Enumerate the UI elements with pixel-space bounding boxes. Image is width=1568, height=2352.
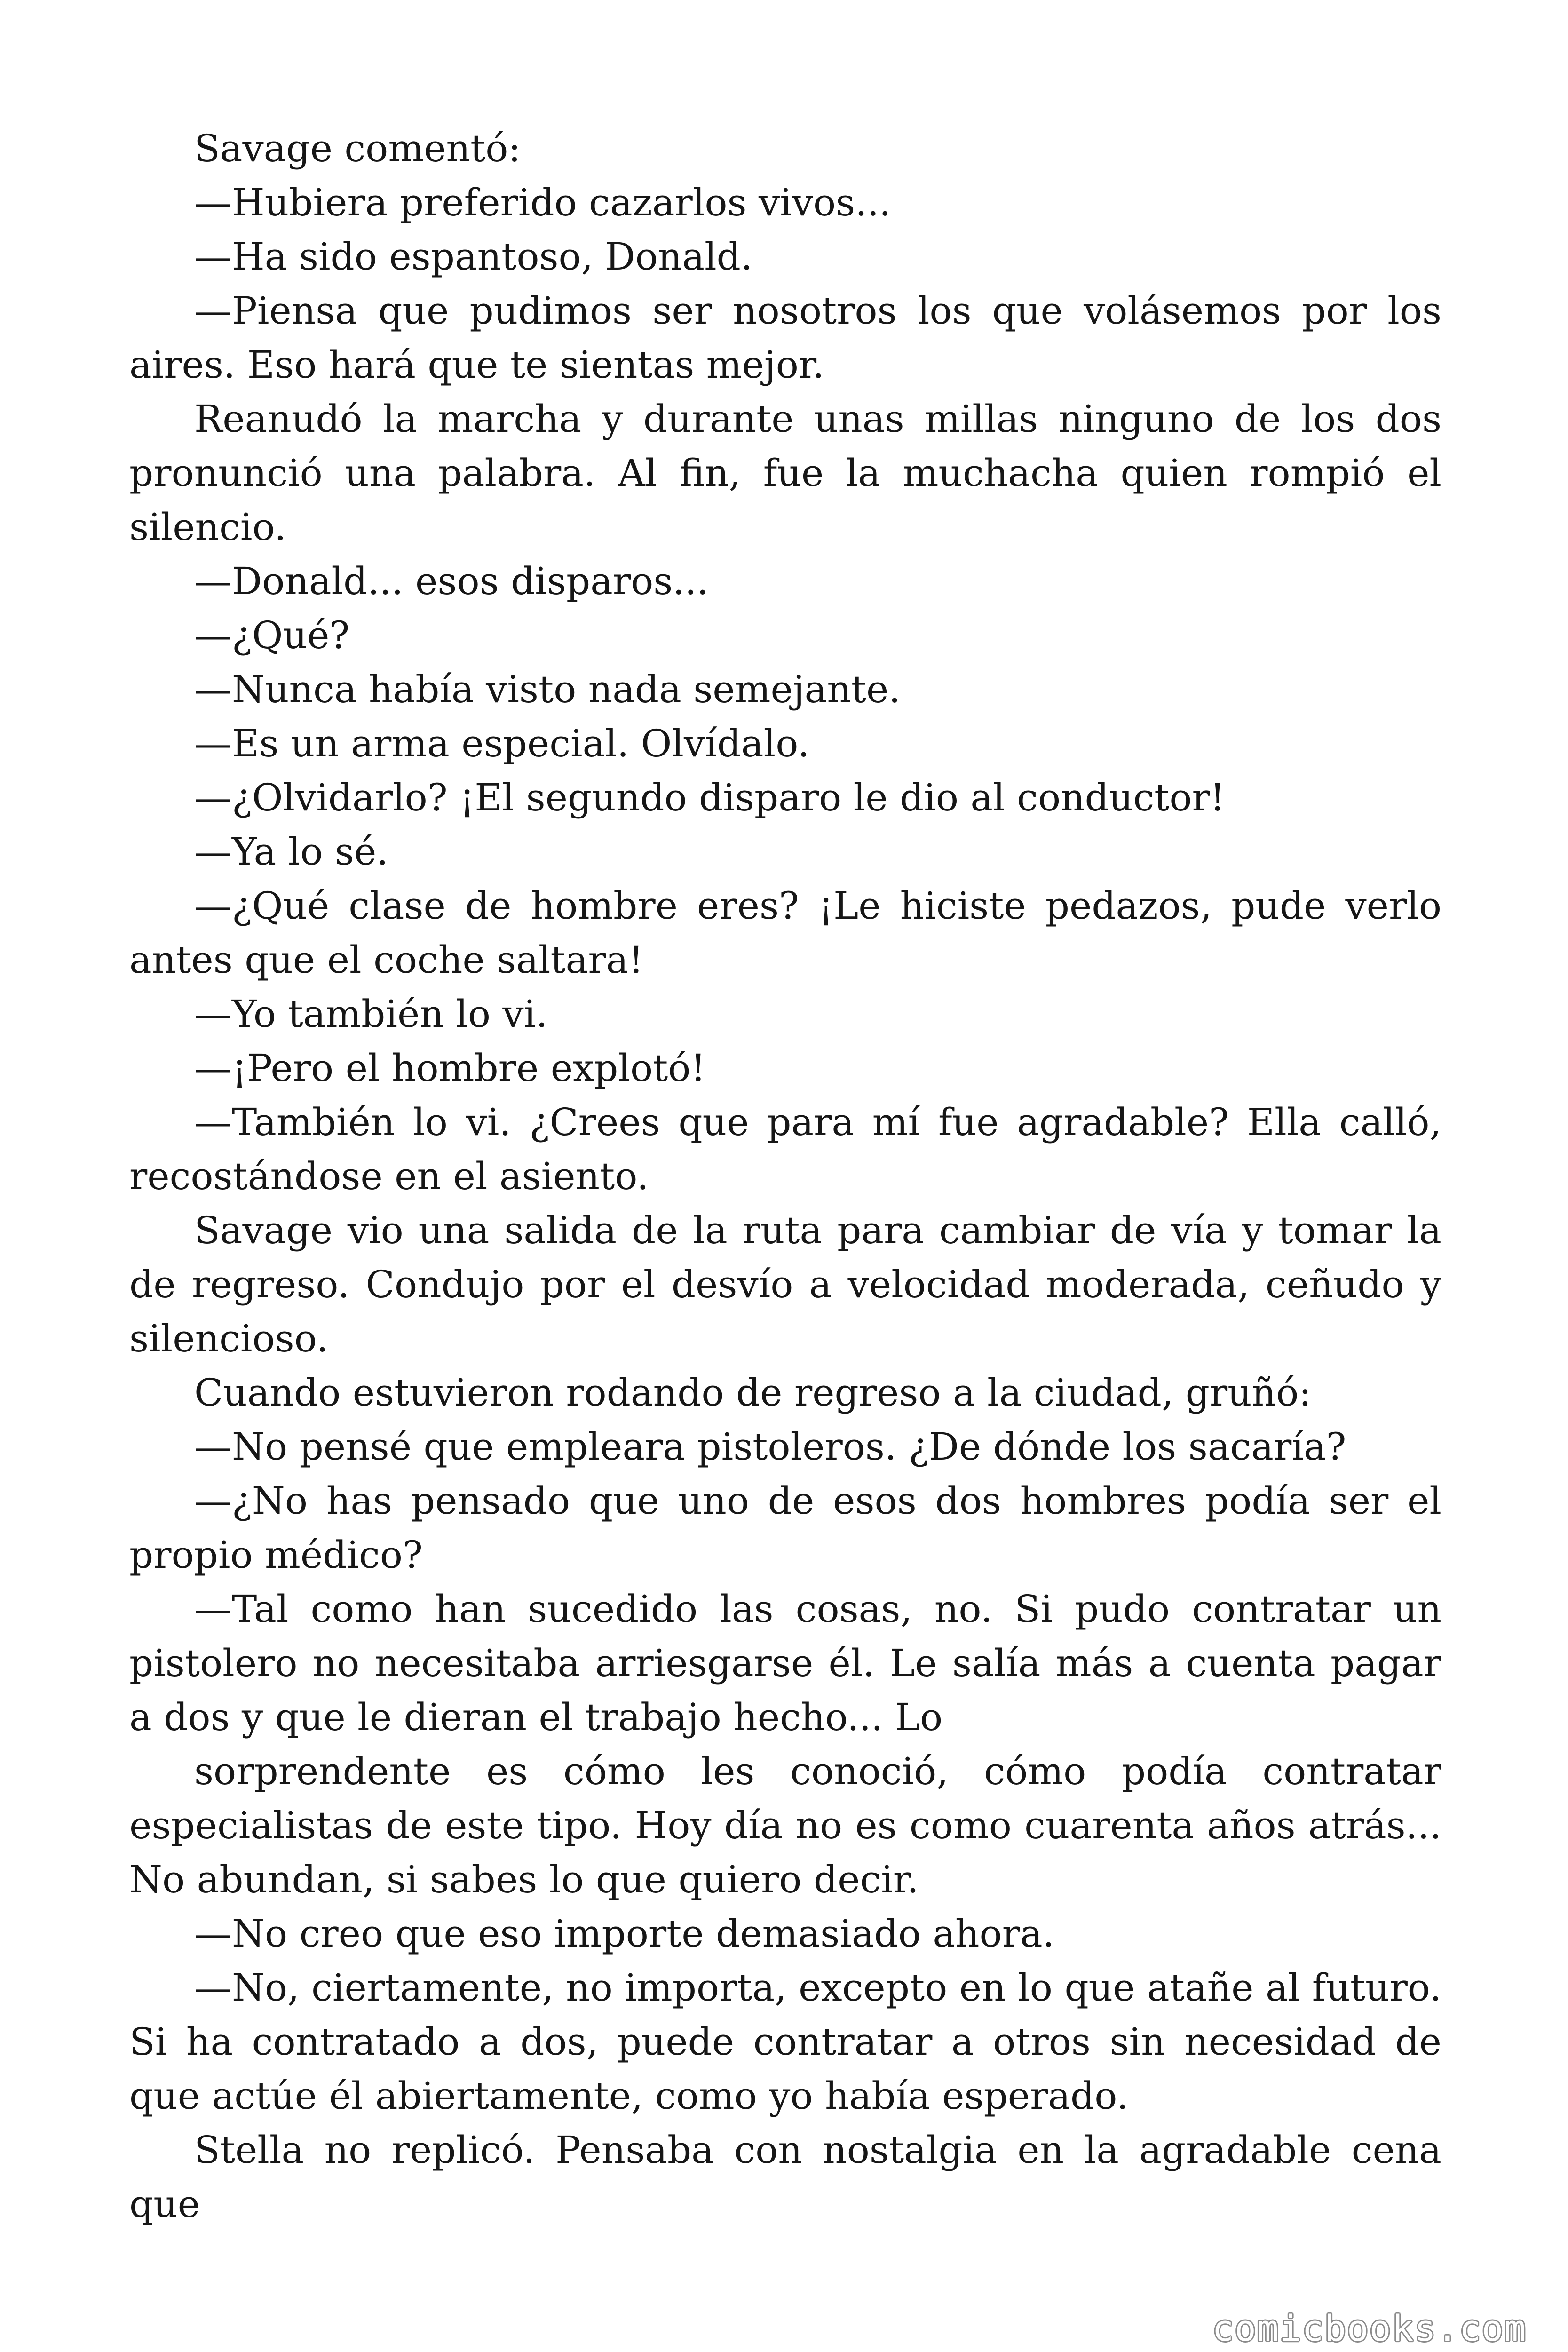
paragraph: Savage comentó: [194,127,521,170]
paragraph: —Donald... esos disparos... [194,559,709,603]
paragraph: Reanudó la marcha y durante unas millas ninguno de los dos pronunció una palabra. Al fin, fue la muchacha quien rompió el silencio. [129,397,1441,549]
paragraph: —Nunca había visto nada semejante. [194,667,901,711]
paragraph: —Tal como han sucedido las cosas, no. Si pudo contratar un pistolero no necesitaba arriesgarse él. Le salía más a cuenta pagar a dos y que le dieran el trabajo hecho... Lo [129,1587,1441,1739]
paragraph: —Hubiera preferido cazarlos vivos... [194,181,891,224]
paragraph: sorprendente es cómo les conoció, cómo podía contratar especialistas de este tipo. Hoy día no es como cuarenta años atrás... No abundan, si sabes lo que quiero decir. [129,1749,1441,1901]
paragraph: —No creo que eso importe demasiado ahora. [194,1912,1055,1955]
site-watermark: comicbooks.com [1212,2307,1527,2349]
body-text [129,121,1441,2231]
paragraph: —Yo también lo vi. [194,992,548,1036]
paragraph: Stella no replicó. Pensaba con nostalgia en la agradable cena que [129,2128,1441,2226]
paragraph: —¡Pero el hombre explotó! [194,1046,706,1090]
paragraph: —Piensa que pudimos ser nosotros los que volásemos por los aires. Eso hará que te sientas mejor. [129,289,1441,387]
paragraph: —También lo vi. ¿Crees que para mí fue agradable? Ella calló, recostándose en el asiento. [129,1100,1441,1198]
paragraph: —¿No has pensado que uno de esos dos hombres podía ser el propio médico? [129,1479,1441,1577]
paragraph: —¿Olvidarlo? ¡El segundo disparo le dio al conductor! [194,776,1225,819]
paragraph: —Ha sido espantoso, Donald. [194,235,753,278]
paragraph: —No, ciertamente, no importa, excepto en lo que atañe al futuro. Si ha contratado a dos, puede contratar a otros sin necesidad de que actúe él abiertamente, como yo había esperado. [129,1966,1441,2118]
paragraph: —¿Qué? [194,613,350,657]
paragraph: —Es un arma especial. Olvídalo. [194,722,810,765]
paragraph: —¿Qué clase de hombre eres? ¡Le hiciste pedazos, pude verlo antes que el coche saltara! [129,884,1441,982]
paragraph: —Ya lo sé. [194,830,388,874]
paragraph: Savage vio una salida de la ruta para cambiar de vía y tomar la de regreso. Condujo por el desvío a velocidad moderada, ceñudo y silencioso. [129,1208,1441,1360]
paragraph: Cuando estuvieron rodando de regreso a la ciudad, gruñó: [194,1371,1312,1414]
paragraph: —No pensé que empleara pistoleros. ¿De dónde los sacaría? [194,1425,1346,1469]
